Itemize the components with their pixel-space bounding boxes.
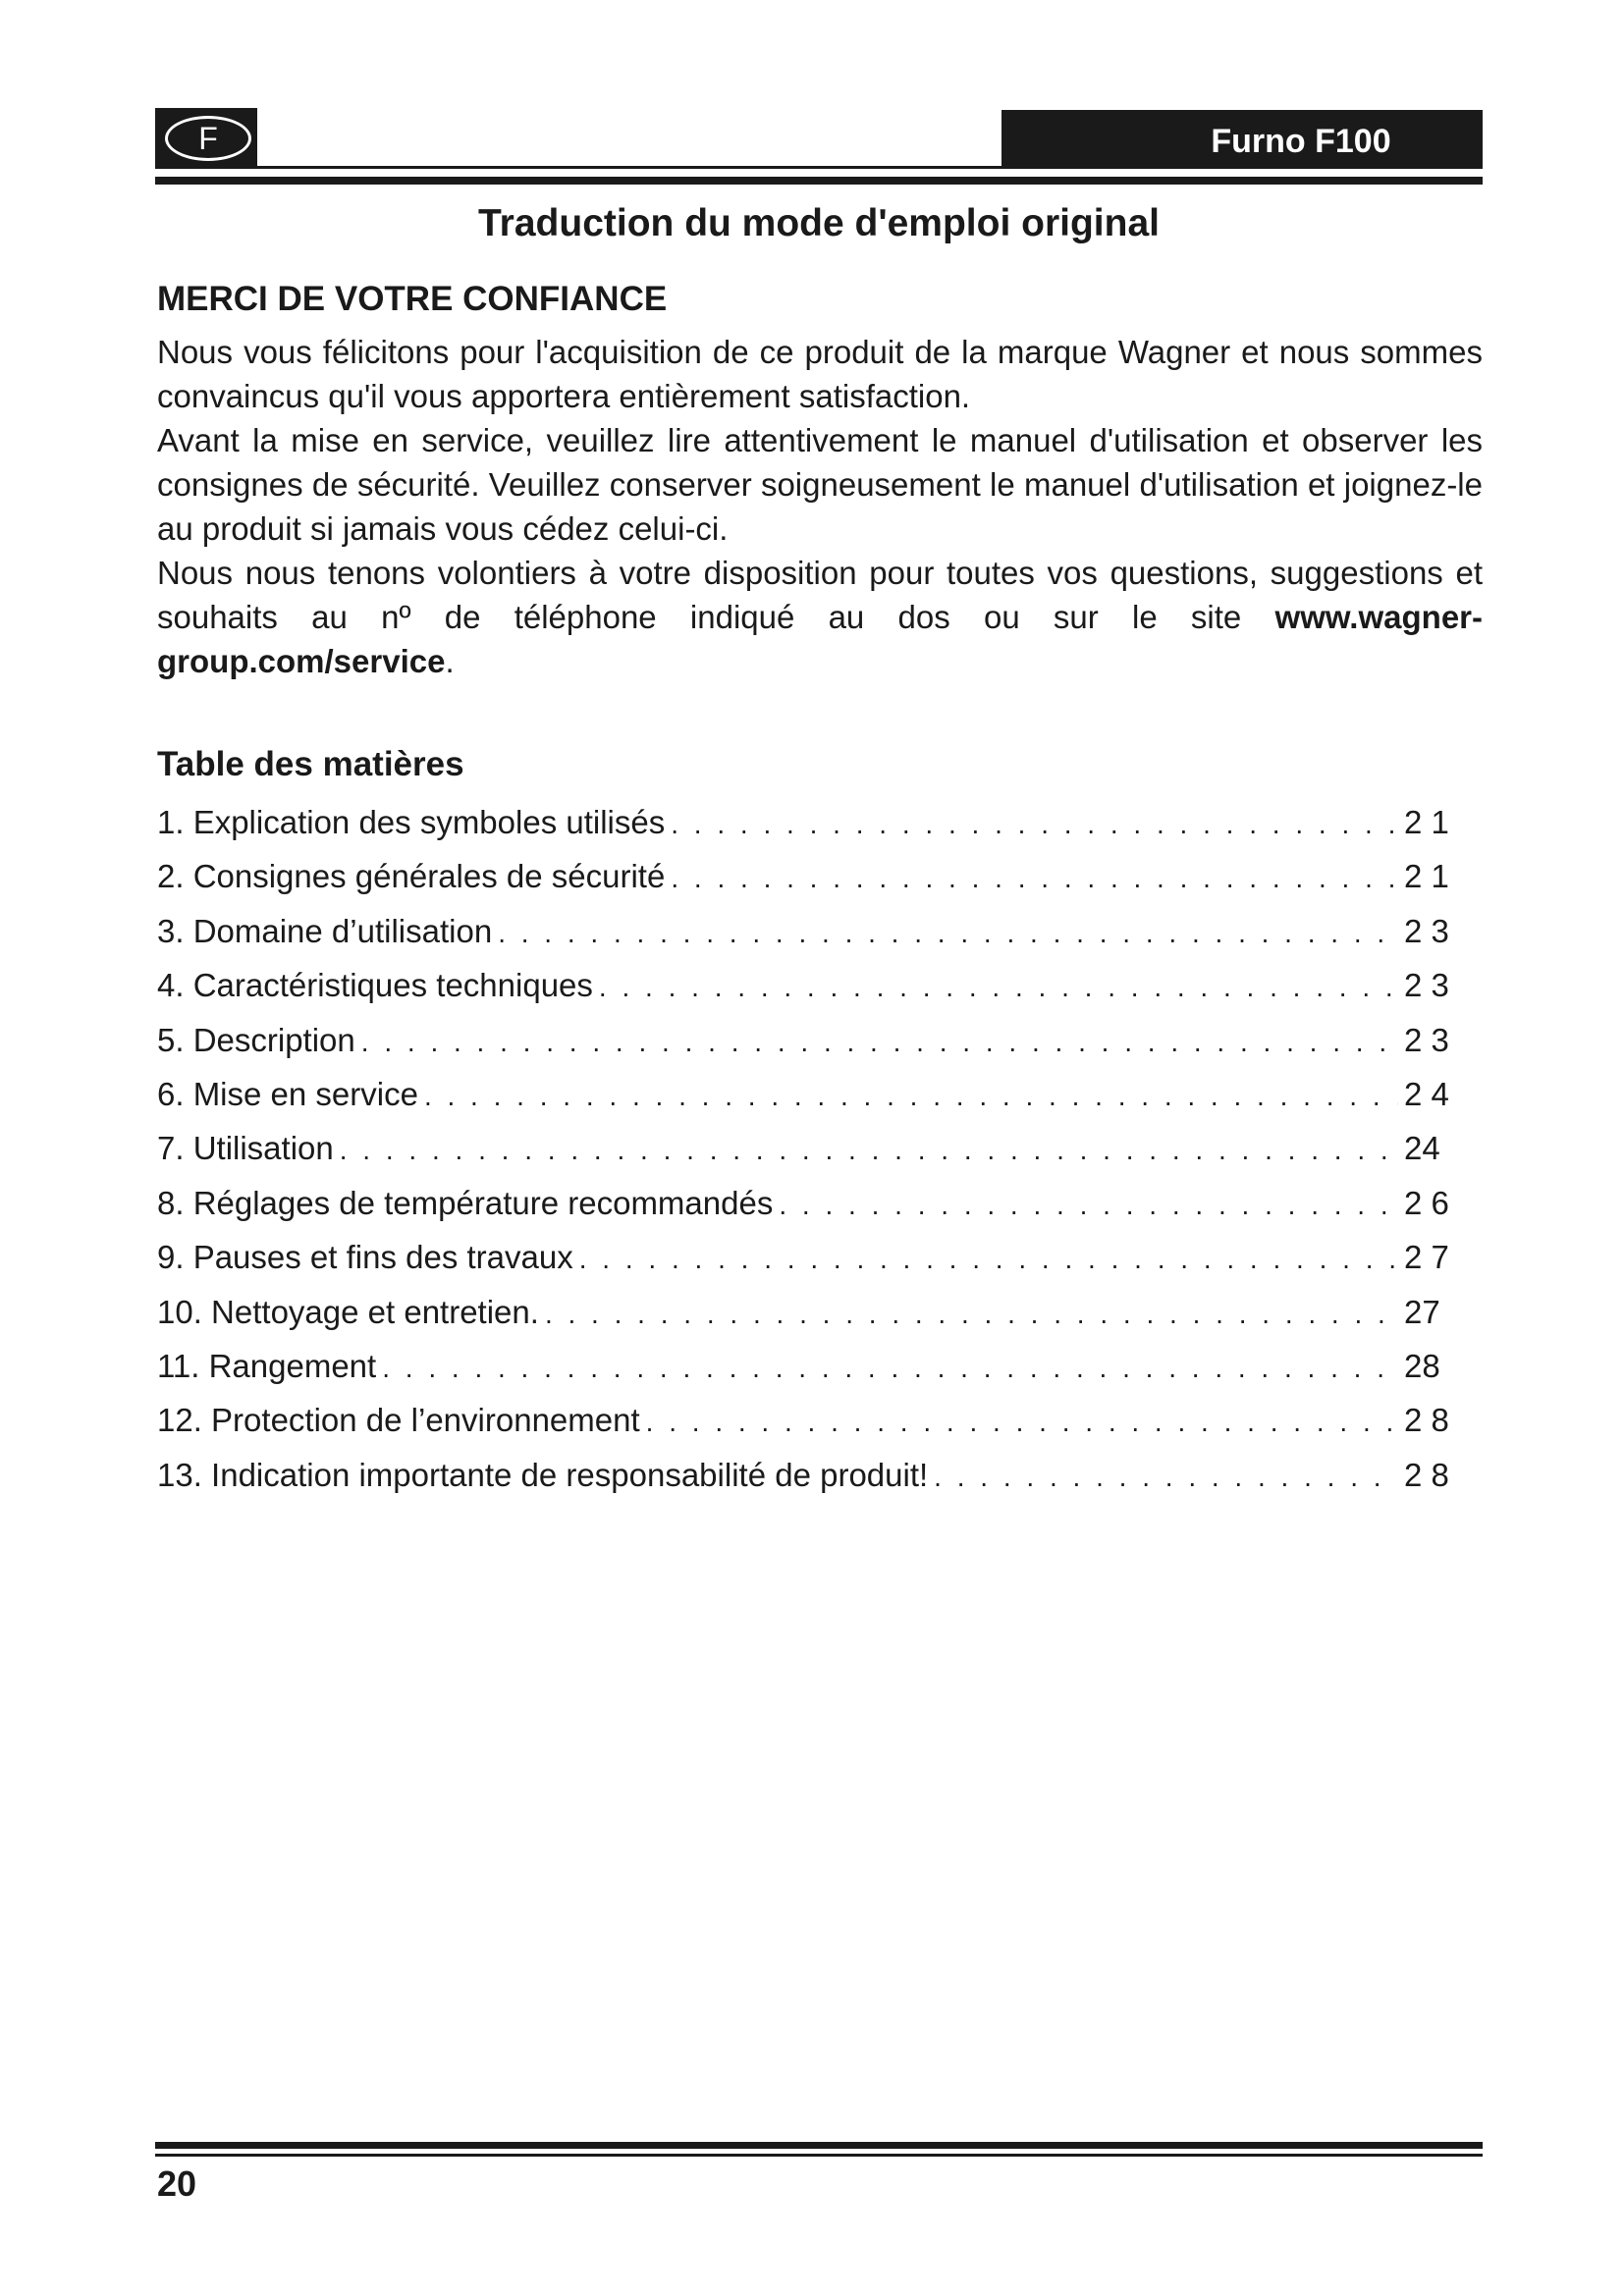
toc-item[interactable] [157,795,1463,849]
toc-item-label: 13. Indication importante de responsabilité de produit! [157,1456,929,1493]
document-title: Traduction du mode d'emploi original [478,202,1160,244]
toc-dot-leader [671,851,1398,905]
toc-list [157,795,1463,1502]
intro-paragraph-2: Avant la mise en service, veuillez lire attentivement le manuel d'utilisation et observer les consignes de sécurité. Veuillez conserver soigneusement le manuel d'utilisation et joignez-le au produit si jamais vous cédez celui-ci. [157,422,1483,547]
toc-item-label: 7. Utilisation [157,1130,334,1167]
toc-item-page: 2 4 [1404,1075,1449,1112]
toc-item[interactable] [157,1013,1463,1067]
header-divider-thin [155,166,1001,169]
toc-item-label: 1. Explication des symboles utilisés [157,804,666,840]
intro-paragraph-1: Nous vous félicitons pour l'acquisition de ce produit de la marque Wagner et nous sommes convaincus qu'il vous apportera entièrement satisfaction. [157,334,1483,414]
toc-dot-leader [671,797,1398,851]
footer-divider-thin [155,2154,1483,2157]
toc-item-label: 10. Nettoyage et entretien. [157,1293,539,1330]
toc-dot-leader [340,1123,1398,1177]
toc-dot-leader [599,960,1398,1014]
toc-item-label: 11. Rangement [157,1347,377,1384]
toc-item-page: 2 6 [1404,1184,1449,1221]
toc-heading: Table des matières [157,745,464,783]
toc-dot-leader [361,1015,1398,1069]
toc-item-label: 3. Domaine d’utilisation [157,912,493,949]
toc-item[interactable] [157,1393,1463,1447]
toc-item-label: 8. Réglages de température recommandés [157,1184,774,1221]
toc-dot-leader [934,1450,1398,1504]
intro-paragraph-3-text: Nous nous tenons volontiers à votre disposition pour toutes vos questions, suggestions et souhaits au nº de téléphone indiqué au dos ou sur le site [157,555,1483,635]
toc-item-label: 4. Caractéristiques techniques [157,967,593,1004]
toc-item-label: 5. Description [157,1021,355,1058]
toc-item-label: 6. Mise en service [157,1075,418,1112]
toc-dot-leader [646,1395,1398,1449]
toc-dot-leader [545,1287,1398,1341]
page-number: 20 [157,2163,197,2204]
toc-item-page: 2 3 [1404,967,1449,1004]
toc-item-page: 28 [1404,1347,1440,1384]
toc-item-page: 2 1 [1404,858,1449,895]
model-name: Furno F100 [1211,123,1391,160]
toc-item[interactable] [157,1176,1463,1230]
toc-dot-leader [498,906,1398,960]
toc-item-page: 2 3 [1404,1021,1449,1058]
toc-item-page: 2 8 [1404,1456,1449,1493]
toc-item-page: 2 3 [1404,912,1449,949]
intro-paragraph-3 [157,551,1483,683]
toc-item[interactable] [157,958,1463,1012]
toc-item[interactable] [157,1285,1463,1339]
toc-item-page: 2 7 [1404,1239,1449,1276]
toc-item[interactable] [157,1121,1463,1175]
header-divider-thick [155,177,1483,185]
toc-item[interactable] [157,1067,1463,1121]
intro-paragraph-3-end: . [445,643,455,679]
toc-item-page: 24 [1404,1130,1440,1167]
toc-item[interactable] [157,1339,1463,1393]
service-url-link[interactable]: www.wagner-group.com/service [157,599,1484,679]
toc-dot-leader [579,1232,1398,1286]
language-badge: F [165,116,251,161]
toc-item[interactable] [157,904,1463,958]
thanks-heading: MERCI DE VOTRE CONFIANCE [157,280,668,318]
toc-item-label: 12. Protection de l’environnement [157,1402,640,1439]
toc-item-label: 2. Consignes générales de sécurité [157,858,666,895]
toc-dot-leader [779,1178,1398,1232]
toc-item-page: 2 1 [1404,804,1449,840]
toc-item-label: 9. Pauses et fins des travaux [157,1239,573,1276]
toc-item[interactable] [157,1448,1463,1502]
intro-text [157,330,1483,683]
toc-item-page: 2 8 [1404,1402,1449,1439]
toc-item[interactable] [157,849,1463,903]
toc-item-page: 27 [1404,1293,1440,1330]
footer-divider-thick [155,2142,1483,2149]
toc-dot-leader [382,1341,1398,1395]
toc-dot-leader [424,1069,1398,1123]
toc-item[interactable] [157,1230,1463,1284]
